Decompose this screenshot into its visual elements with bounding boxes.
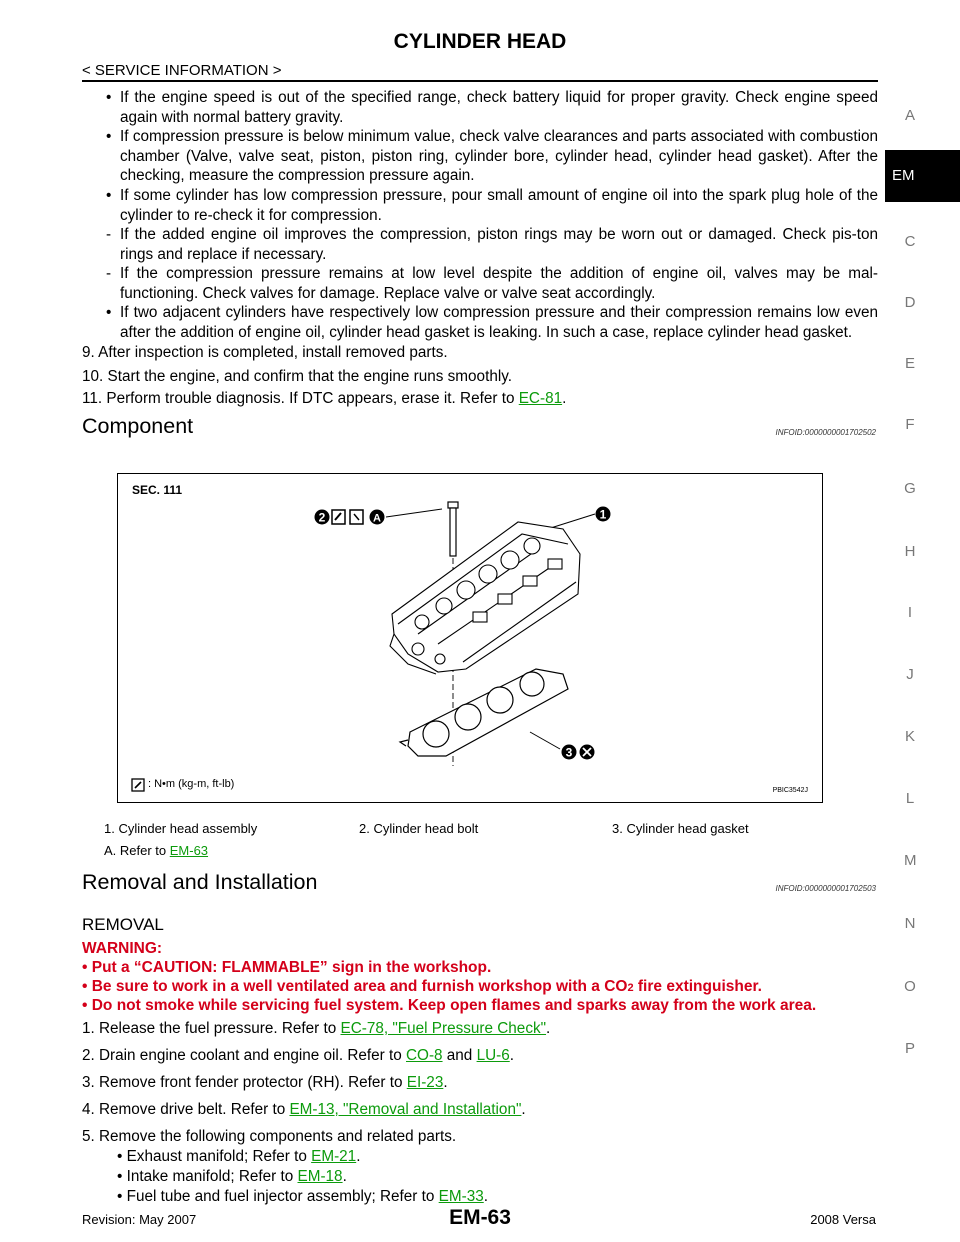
bolt-oil-icon xyxy=(335,513,341,520)
callout-2-group xyxy=(315,509,443,525)
footer-revision: Revision: May 2007 xyxy=(82,1212,197,1227)
removal-step-5: 5. Remove the following components and related parts. xyxy=(82,1128,457,1145)
svg-text:3: 3 xyxy=(565,745,573,760)
bullet-mark: • xyxy=(106,128,112,145)
dash-piston-rings: - If the added engine oil improves the compression, piston rings may be worn out or damaged. Check pis-ton rings and replace if necessary. xyxy=(106,226,878,263)
index-o[interactable]: O xyxy=(904,978,916,995)
dash-mark: - xyxy=(106,226,112,243)
removal-sub-fuel: • Fuel tube and fuel injector assembly; Refer to EM-33. xyxy=(117,1188,488,1205)
bullet-mark: • xyxy=(106,89,112,106)
index-h[interactable]: H xyxy=(904,543,916,560)
removal-heading: Removal and Installation xyxy=(82,870,318,894)
link-ec-78[interactable]: EC-78, "Fuel Pressure Check" xyxy=(340,1020,547,1037)
warning-1: • Put a “CAUTION: FLAMMABLE” sign in the workshop. xyxy=(82,959,492,976)
legend-item-3: 3. Cylinder head gasket xyxy=(612,821,749,836)
bullet-head-gasket: • If two adjacent cylinders have respectively low compression pressure and their compression remains low even after the addition of engine oil, cylinder head gasket is leaking. In such a case, replace cylinder head gasket. xyxy=(106,304,878,341)
warning-3: • Do not smoke while servicing fuel system. Keep open flames and sparks away from the work area. xyxy=(82,997,817,1014)
bullet-mark: • xyxy=(106,304,112,321)
removal-sub-exhaust: • Exhaust manifold; Refer to EM-21. xyxy=(117,1148,361,1165)
removal-step-4: 4. Remove drive belt. Refer to EM-13, "Removal and Installation". xyxy=(82,1101,526,1118)
warning-2: • Be sure to work in a well ventilated area and furnish workshop with a CO2 fire extinguisher. xyxy=(82,978,762,995)
callout-a-label: A xyxy=(373,512,381,525)
link-em-18[interactable]: EM-18 xyxy=(297,1168,343,1185)
index-e[interactable]: E xyxy=(904,355,915,372)
legend-item-2: 2. Cylinder head bolt xyxy=(359,821,479,836)
dash-mark: - xyxy=(106,265,112,282)
index-f[interactable]: F xyxy=(905,416,915,433)
removal-step-1: 1. Release the fuel pressure. Refer to EC-78, "Fuel Pressure Check". xyxy=(82,1020,551,1037)
component-figure xyxy=(117,473,823,803)
footer-page-number: EM-63 xyxy=(449,1206,511,1229)
step-9: 9. After inspection is completed, install removed parts. xyxy=(82,344,448,361)
step-10: 10. Start the engine, and confirm that the engine runs smoothly. xyxy=(82,368,512,385)
link-lu-6[interactable]: LU-6 xyxy=(476,1047,510,1064)
index-d[interactable]: D xyxy=(904,294,916,311)
figure-sec-label: SEC. 111 xyxy=(132,483,183,497)
index-m[interactable]: M xyxy=(904,852,917,869)
dash-valves: - If the compression pressure remains at low level despite the addition of engine oil, valves may be mal-functioning. Check valves for damage. Replace valve or valve seat accordingly. xyxy=(106,265,878,302)
index-k[interactable]: K xyxy=(904,728,915,745)
index-j[interactable]: J xyxy=(906,666,914,683)
component-infoid: INFOID:0000000001702502 xyxy=(775,428,876,437)
legend-item-a: A. Refer to EM-63 xyxy=(104,843,209,858)
cylinder-head-assembly xyxy=(390,522,580,674)
section-subtitle: < SERVICE INFORMATION > xyxy=(82,62,282,79)
link-em-13[interactable]: EM-13, "Removal and Installation" xyxy=(289,1101,522,1118)
link-em-33[interactable]: EM-33 xyxy=(438,1188,484,1205)
page-title: CYLINDER HEAD xyxy=(393,30,567,53)
bullet-oil-recheck: • If some cylinder has low compression pressure, pour small amount of engine oil into the spark plug hole of the cylinder to re-check it for compression. xyxy=(106,187,878,224)
header-rule xyxy=(82,80,878,82)
index-a[interactable]: A xyxy=(904,107,915,124)
index-n[interactable]: N xyxy=(904,915,916,932)
removal-subheading: REMOVAL xyxy=(82,915,164,934)
index-c[interactable]: C xyxy=(904,233,916,250)
link-em-63[interactable]: EM-63 xyxy=(169,843,209,858)
figure-code: PBIC3542J xyxy=(772,787,808,794)
link-ec-81[interactable]: EC-81 xyxy=(518,390,563,407)
legend-item-1: 1. Cylinder head assembly xyxy=(104,821,258,836)
bullet-compression-low: • If compression pressure is below minimum value, check valve clearances and parts associated with combustion chamber (Valve, valve seat, piston, piston ring, cylinder bore, cylinder head, cylinder head gasket). After the checking, measure the compression pressure again. xyxy=(106,128,878,185)
link-em-21[interactable]: EM-21 xyxy=(311,1148,357,1165)
svg-text:1: 1 xyxy=(599,507,607,522)
callout-2-label: 2 xyxy=(318,510,326,525)
link-ei-23[interactable]: EI-23 xyxy=(406,1074,444,1091)
index-em-active-tab[interactable]: EM xyxy=(885,150,960,202)
index-g[interactable]: G xyxy=(904,480,916,497)
bullet-mark: • xyxy=(106,187,112,204)
cylinder-head-gasket xyxy=(400,669,568,756)
removal-step-3: 3. Remove front fender protector (RH). Refer to EI-23. xyxy=(82,1074,448,1091)
warning-label: WARNING: xyxy=(82,940,163,957)
component-heading: Component xyxy=(82,414,194,438)
index-i[interactable]: I xyxy=(907,604,913,621)
figure-units: : N•m (kg-m, ft-lb) xyxy=(148,778,235,790)
index-l[interactable]: L xyxy=(905,790,915,807)
footer-model: 2008 Versa xyxy=(810,1212,876,1227)
removal-infoid: INFOID:0000000001702503 xyxy=(775,884,876,893)
index-p[interactable]: P xyxy=(904,1040,915,1057)
step-11: 11. Perform trouble diagnosis. If DTC appears, erase it. Refer to EC-81. xyxy=(82,390,567,407)
cylinder-head-illustration xyxy=(118,474,821,801)
callout-3-group xyxy=(530,732,595,760)
removal-step-2: 2. Drain engine coolant and engine oil. Refer to CO-8 and LU-6. xyxy=(82,1047,514,1064)
bullet-engine-speed: • If the engine speed is out of the specified range, check battery liquid for proper gravity. Check engine speed again with normal battery gravity. xyxy=(106,89,878,126)
link-co-8[interactable]: CO-8 xyxy=(406,1047,443,1064)
removal-sub-intake: • Intake manifold; Refer to EM-18. xyxy=(117,1168,347,1185)
